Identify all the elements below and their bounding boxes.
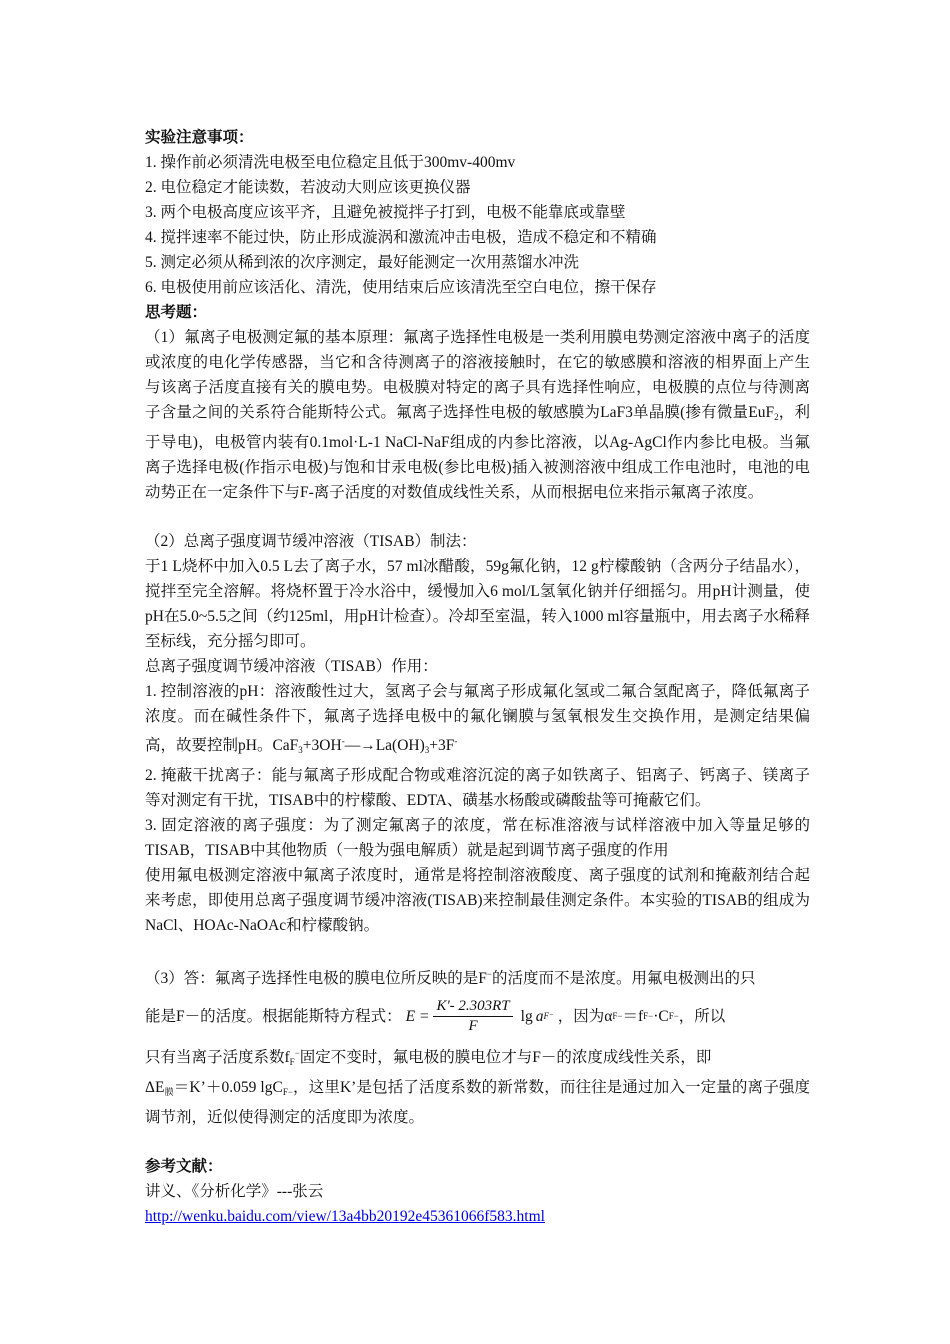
q3-text: ΔE: [145, 1079, 165, 1096]
q3-text: 只有当离子活度系数f: [145, 1049, 290, 1066]
tisab-role-title: 总离子强度调节缓冲溶液（TISAB）作用：: [145, 658, 438, 675]
eq-sub: 3: [424, 745, 430, 755]
q3-sub: F: [289, 1057, 295, 1067]
eq-sup: -: [341, 736, 345, 746]
question-2-title: （2）总离子强度调节缓冲溶液（TISAB）制法：: [145, 533, 477, 550]
tisab-role-2: 2. 掩蔽干扰离子：能与氟离子形成配合物或难溶沉淀的离子如铁离子、铝离子、钙离子、镁离子等对测定有干扰，TISAB中的柠檬酸、EDTA、磺基水杨酸或磷酸盐等可掩蔽它们。: [145, 767, 810, 809]
q3-text: 固定不变时，氟电极的膜电位才与F－的浓度成线性关系，即: [299, 1049, 712, 1066]
role-1-text: 1. 控制溶液的pH：溶液酸性过大，氢离子会与氟离子形成氟化氢或二氟合氢配离子，降低氟离子浓度。而在碱性条件下，氟离子选择电极中的氟化镧膜与氢氧根发生交换作用，是测定结果偏高，故要控制pH。CaF: [145, 683, 810, 754]
q3-sup: −: [294, 1048, 300, 1058]
question-3-line-1: [145, 962, 810, 991]
document-page: [145, 125, 810, 1229]
formula-activity: a: [535, 1007, 544, 1025]
note-item-6: 6. 电极使用前应该活化、清洗，使用结束后应该清洗至空白电位，擦干保存: [145, 279, 657, 296]
tisab-role-1: [145, 679, 810, 763]
formula-lhs: E =: [405, 1007, 430, 1025]
formula-lg: lg: [520, 1007, 533, 1025]
formula-numerator: K'- 2.303RT: [433, 997, 512, 1017]
tisab-summary: 使用氟电极测定溶液中氟离子浓度时，通常是将控制溶液酸度、离子强度的试剂和掩蔽剂结合起来考虑，即使用总离子强度调节缓冲溶液(TISAB)来控制最佳测定条件。本实验的TISAB的组成为NaCl、HOAc-NaOAc和柠檬酸钠。: [145, 867, 810, 934]
tisab-method: 于1 L烧杯中加入0.5 L去了离子水，57 ml冰醋酸，59g氟化钠，12 g柠檬酸钠（含两分子结晶水），搅拌至完全溶解。将烧杯置于冷水浴中，缓慢加入6 mol/L氢氧化钠并仔细摇匀。用pH计测量，使pH在5.0~5.5之间（约125ml，用pH计检查）。冷却至室温，转入1000 ml容量瓶中，用去离子水稀释至标线，充分摇匀即可。: [145, 558, 810, 650]
spacer: [145, 938, 810, 962]
eq-part: +3OH: [302, 737, 342, 754]
q3-text: ＝f: [622, 1007, 644, 1025]
q3-text: ，所以: [678, 1007, 726, 1025]
eq-arrow: —→: [344, 737, 376, 754]
q3-sup: −: [648, 1010, 654, 1021]
eq-sub: 3: [298, 745, 303, 755]
q1-text: （1）氟离子电极测定氟的基本原理：氟离子选择性电极是一类利用膜电势测定溶液中离子的活度或浓度的电化学传感器，当它和含待测离子的溶液接触时，在它的敏感膜和溶液的相界面上产生与该离子活度直接有关的膜电势。电极膜对特定的离子具有选择性响应，电极膜的点位与待测离子含量之间的关系符合能斯特公式。氟离子选择性电极的敏感膜为LaF3单晶膜(掺有微量EuF: [145, 329, 810, 421]
note-item-2: 2. 电位稳定才能读数，若波动大则应该更换仪器: [145, 179, 471, 196]
eq-sup: -: [454, 736, 458, 746]
note-item-3: 3. 两个电极高度应该平齐，且避免被搅拌子打到，电极不能靠底或靠壁: [145, 204, 626, 221]
q3-sup: −: [486, 969, 492, 979]
note-item-1: 1. 操作前必须清洗电极至电位稳定且低于300mv-400mv: [145, 154, 516, 171]
formula-activity-sub: F⁻: [543, 1010, 554, 1021]
q3-text: （3）答：氟离子选择性电极的膜电位所反映的是F: [145, 970, 487, 987]
q1-subscript: 2: [774, 412, 779, 422]
q3-text: ，因为α: [557, 1007, 613, 1025]
notes-heading: 实验注意事项：: [145, 129, 254, 146]
reference-item-1: 讲义、《分析化学》---张云: [145, 1183, 324, 1200]
q3-sup: −: [617, 1010, 623, 1021]
note-item-4: 4. 搅拌速率不能过快，防止形成漩涡和激流冲击电极，造成不稳定和不精确: [145, 229, 657, 246]
tisab-role-3: 3. 固定溶液的离子强度：为了测定氟离子的浓度，常在标准溶液与试样溶液中加入等量足够的TISAB，TISAB中其他物质（一般为强电解质）就是起到调节离子强度的作用: [145, 817, 810, 859]
question-3-rest: [145, 1041, 810, 1130]
q3-text: ·C: [653, 1007, 669, 1025]
q3-sub: F: [643, 1010, 649, 1021]
q3-sub: F: [668, 1010, 674, 1021]
nernst-formula: [406, 997, 554, 1036]
q3-text: 能是F－的活度。根据能斯特方程式：: [145, 1007, 402, 1025]
eq-part: +3F: [429, 737, 455, 754]
q3-text: ＝K’＋0.059 lgC: [173, 1079, 283, 1096]
question-3-formula-line: [145, 991, 810, 1041]
question-1-paragraph: [145, 325, 810, 505]
q3-sub: F: [612, 1010, 618, 1021]
q1-text-rest: ，利于导电)，电极管内装有0.1mol·L-1 NaCl-NaF组成的内参比溶液，以Ag-AgCl作内参比电极。当氟离子选择电极(作指示电极)与饱和甘汞电极(参比电极)插入被测溶液中组成工作电池时，电池的电动势正在一定条件下与F-离子活度的对数值成线性关系，从而根据电位来指示氟离子浓度。: [145, 404, 810, 501]
spacer: [145, 1130, 810, 1154]
references-heading: 参考文献：: [145, 1158, 223, 1175]
q3-text: ，这里K’是包括了活度系数的新常数，而往往是通过加入一定量的离子强度调节剂，近似使得测定的活度即为浓度。: [145, 1079, 810, 1126]
spacer: [145, 505, 810, 529]
formula-denominator: F: [468, 1017, 478, 1034]
q3-sub: 膜: [164, 1087, 174, 1097]
q3-text: 的活度而不是浓度。用氟电极测出的只: [491, 970, 756, 987]
eq-part: La(OH): [375, 737, 425, 754]
note-item-5: 5. 测定必须从稀到浓的次序测定，最好能测定一次用蒸馏水冲洗: [145, 254, 580, 271]
q3-sub: F−: [282, 1087, 293, 1097]
reference-link[interactable]: http://wenku.baidu.com/view/13a4bb20192e45361066f583.html: [145, 1208, 545, 1225]
q3-sup: −: [673, 1010, 679, 1021]
questions-heading: 思考题：: [145, 304, 208, 321]
formula-fraction: [433, 997, 512, 1036]
